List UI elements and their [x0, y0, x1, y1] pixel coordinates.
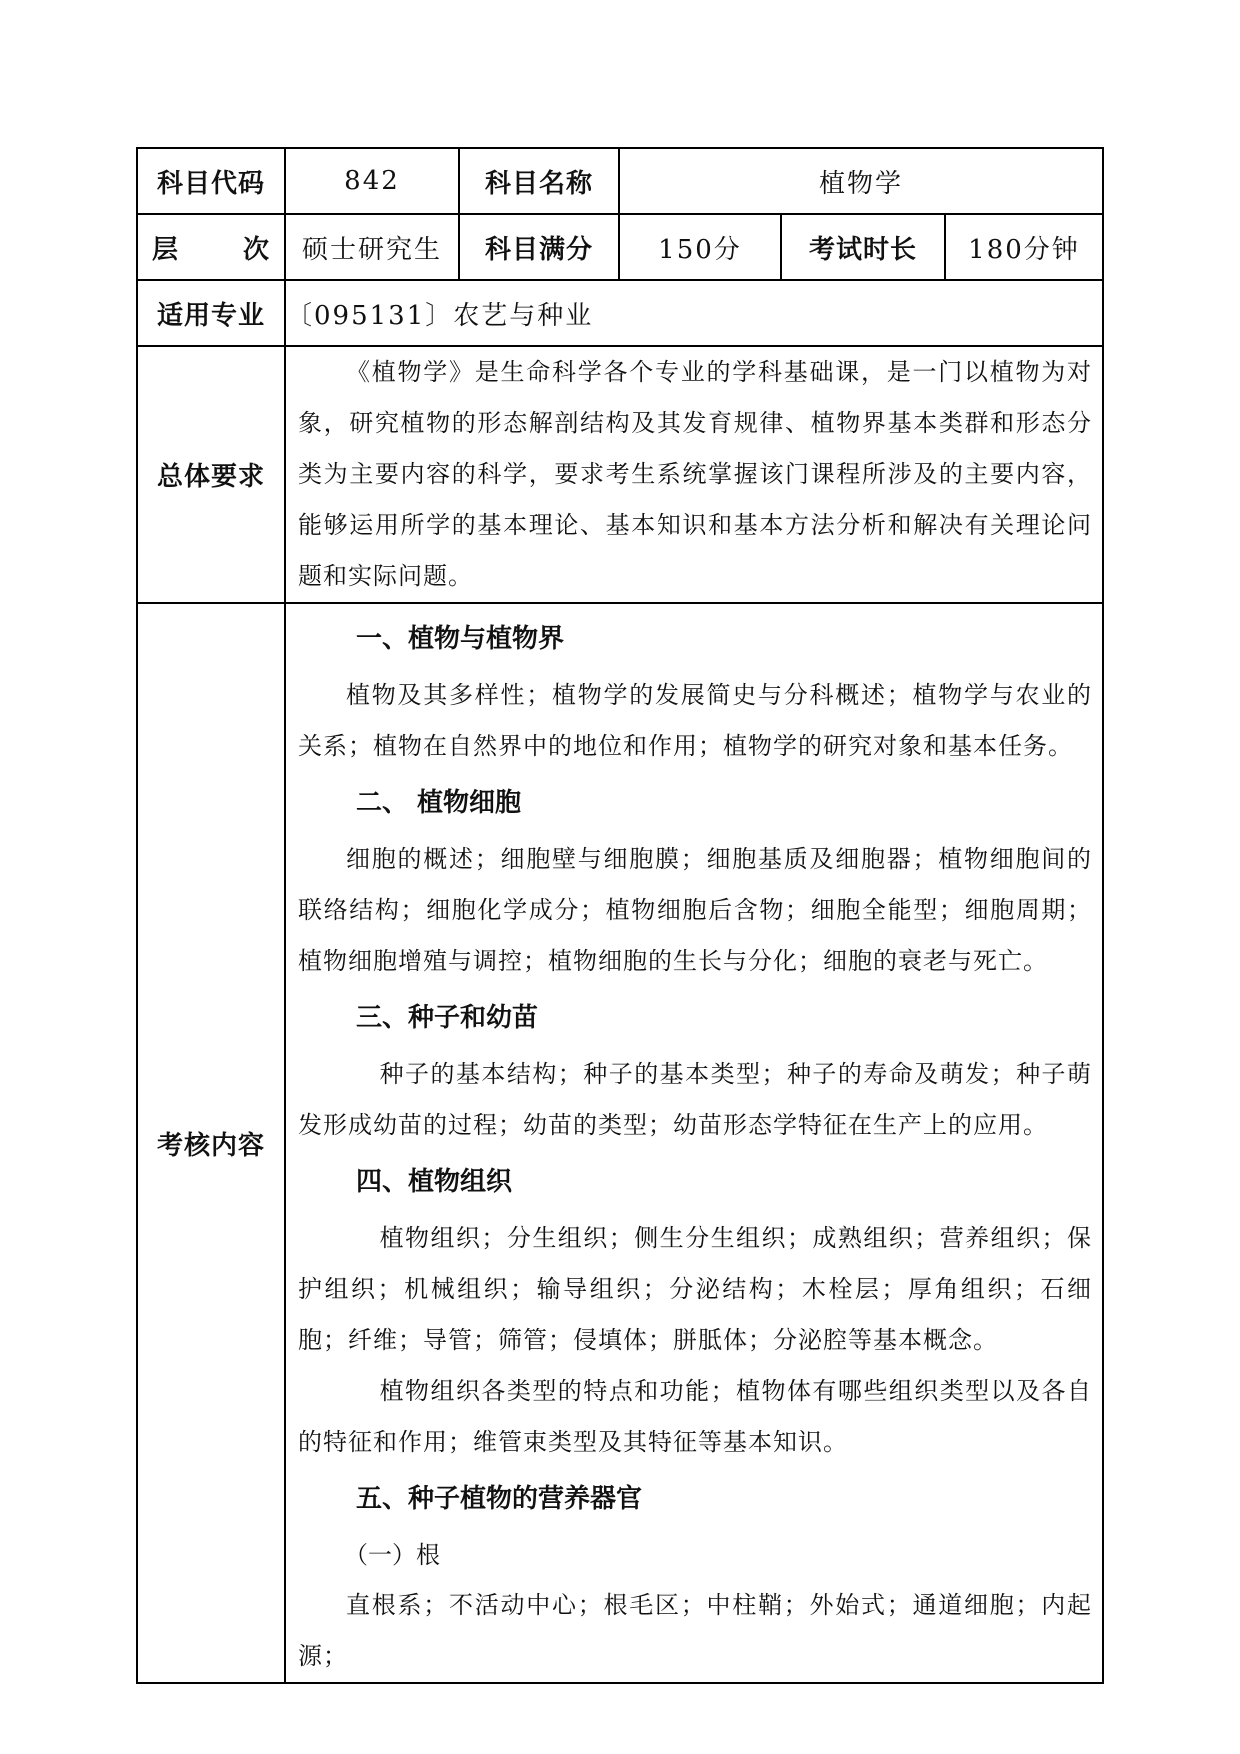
section-1: [286, 608, 1102, 772]
subsection-title: （一）根: [344, 1541, 440, 1569]
full-score-value: 150分: [619, 214, 781, 280]
section-paragraph: 细胞的概述；细胞壁与细胞膜；细胞基质及细胞器；植物细胞间的联络结构；细胞化学成分；植物细胞后含物；细胞全能型；细胞周期；植物细胞增殖与调控；植物细胞的生长与分化；细胞的衰老与死亡。: [298, 845, 1092, 975]
overall-label: 总体要求: [137, 346, 285, 603]
level-label-a: 层: [152, 234, 180, 265]
major-value: 〔095131〕农艺与种业: [285, 280, 1103, 346]
duration-value: 180分钟: [945, 214, 1103, 280]
content-cell: [285, 603, 1103, 1683]
full-score-label: 科目满分: [459, 214, 619, 280]
level-value: 硕士研究生: [285, 214, 459, 280]
section-title: 一、植物与植物界: [356, 624, 565, 654]
section-title: 五、种子植物的营养器官: [356, 1484, 643, 1514]
content-label: 考核内容: [137, 603, 285, 1683]
row-level: [137, 214, 1103, 280]
section-title: 三、种子和幼苗: [356, 1003, 539, 1033]
subject-code-value: 842: [285, 148, 459, 214]
subject-code-label: 科目代码: [137, 148, 285, 214]
row-overall: [137, 346, 1103, 603]
section-5: [286, 1468, 1102, 1682]
major-label: 适用专业: [137, 280, 285, 346]
syllabus-table: [136, 147, 1104, 1684]
row-major: [137, 280, 1103, 346]
section-paragraph: 种子的基本结构；种子的基本类型；种子的寿命及萌发；种子萌发形成幼苗的过程；幼苗的类型；幼苗形态学特征在生产上的应用。: [298, 1060, 1092, 1139]
section-4: [286, 1151, 1102, 1468]
section-paragraph: 植物组织；分生组织；侧生分生组织；成熟组织；营养组织；保护组织；机械组织；输导组织；分泌结构；木栓层；厚角组织；石细胞；纤维；导管；筛管；侵填体；胼胝体；分泌腔等基本概念。: [298, 1224, 1092, 1354]
overall-text: 《植物学》是生命科学各个专业的学科基础课，是一门以植物为对象，研究植物的形态解剖结构及其发育规律、植物界基本类群和形态分类为主要内容的科学，要求考生系统掌握该门课程所涉及的主要内容，能够运用所学的基本理论、基本知识和基本方法分析和解决有关理论问题和实际问题。: [298, 358, 1092, 590]
level-label: [137, 214, 285, 280]
row-subject: [137, 148, 1103, 214]
section-paragraph: 植物组织各类型的特点和功能；植物体有哪些组织类型以及各自的特征和作用；维管束类型及其特征等基本知识。: [298, 1377, 1092, 1456]
section-2: [286, 772, 1102, 987]
subject-name-value: 植物学: [619, 148, 1103, 214]
subject-name-label: 科目名称: [459, 148, 619, 214]
section-title: 二、 植物细胞: [356, 788, 522, 818]
section-paragraph: 直根系；不活动中心；根毛区；中柱鞘；外始式；通道细胞；内起源；: [298, 1591, 1092, 1670]
overall-cell: [285, 346, 1103, 603]
duration-label: 考试时长: [781, 214, 945, 280]
row-content: [137, 603, 1103, 1683]
section-3: [286, 987, 1102, 1151]
level-label-b: 次: [242, 234, 270, 265]
section-paragraph: 植物及其多样性；植物学的发展简史与分科概述；植物学与农业的关系；植物在自然界中的地位和作用；植物学的研究对象和基本任务。: [298, 681, 1092, 760]
section-title: 四、植物组织: [356, 1167, 513, 1197]
